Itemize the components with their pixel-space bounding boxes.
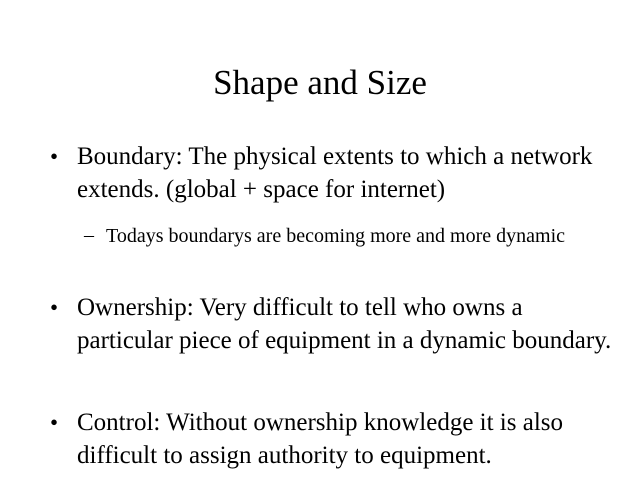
bullet-text: Ownership: Very difficult to tell who owns a particular piece of equipment in a dynamic boundary. xyxy=(77,294,612,354)
bullet-text: Boundary: The physical extents to which a network extends. (global + space for internet) xyxy=(77,143,593,203)
slide-title: Shape and Size xyxy=(213,63,427,102)
bullet-marker: • xyxy=(50,144,59,169)
sub-bullet-marker: – xyxy=(84,224,94,246)
bullet-marker: • xyxy=(50,410,59,435)
bullet-text: Control: Without ownership knowledge it is also difficult to assign authority to equipment. xyxy=(77,409,563,469)
bullet-marker: • xyxy=(50,295,59,320)
sub-bullet-text: Todays boundarys are becoming more and more dynamic xyxy=(106,225,566,247)
